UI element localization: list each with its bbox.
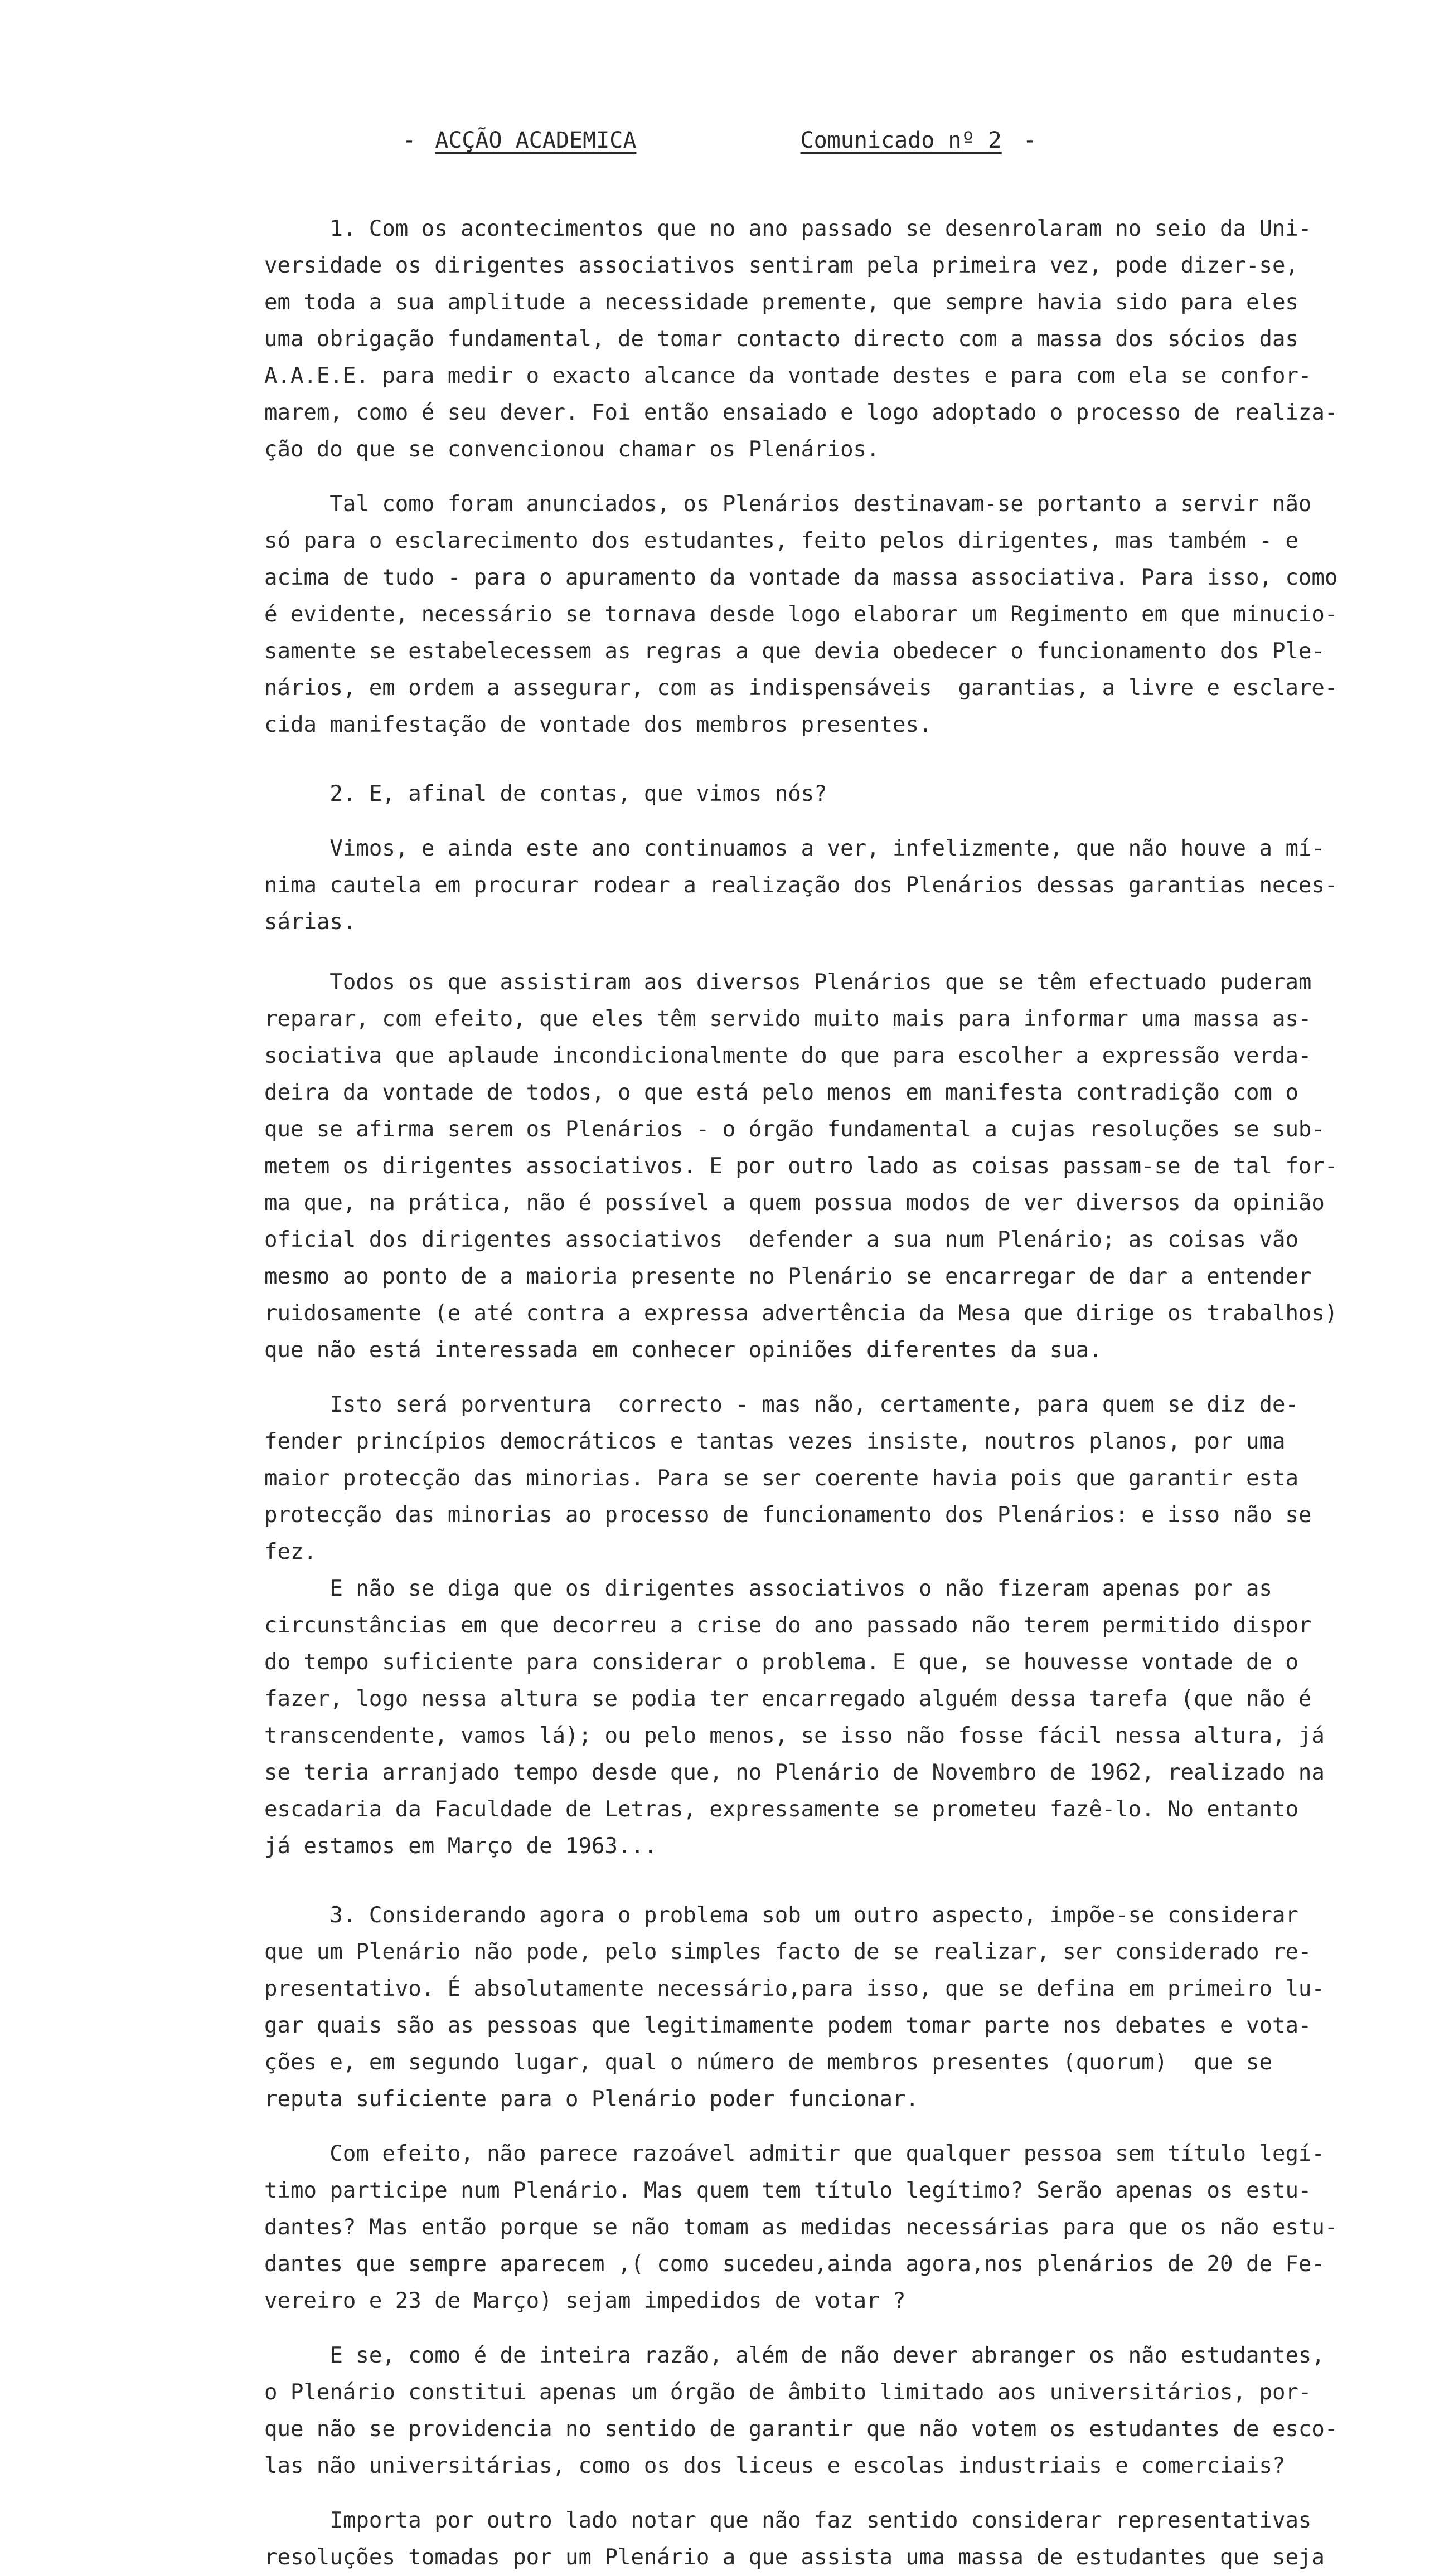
paragraph [264, 1897, 1429, 2118]
paragraph-spacer [264, 2320, 1429, 2337]
text-line: Isto será porventura correcto - mas não, certamente, para quem se diz de- [264, 1392, 1298, 1417]
paragraph-spacer [264, 2485, 1429, 2502]
text-line: Todos os que assistiram aos diversos Plenários que se têm efectuado puderam [264, 970, 1312, 995]
text-line: timo participe num Plenário. Mas quem tem título legítimo? Serão apenas os estu- [264, 2178, 1312, 2203]
text-line: 2. E, afinal de contas, que vimos nós? [264, 781, 827, 806]
paragraph [264, 776, 1429, 813]
text-line: sociativa que aplaude incondicionalmente do que para escolher a expressão verda- [264, 1043, 1312, 1068]
text-line: ção do que se convencionou chamar os Plenários. [264, 437, 880, 462]
text-line: o Plenário constitui apenas um órgão de âmbito limitado aos universitários, por- [264, 2380, 1312, 2405]
paragraph-spacer [264, 941, 1429, 964]
paragraph [264, 830, 1429, 941]
text-line: escadaria da Faculdade de Letras, expressamente se prometeu fazê-lo. No entanto [264, 1797, 1298, 1822]
text-line: sárias. [264, 910, 356, 935]
text-line: Com efeito, não parece razoável admitir que qualquer pessoa sem título legí- [264, 2141, 1325, 2166]
text-line: deira da vontade de todos, o que está pelo menos em manifesta contradição com o [264, 1080, 1298, 1105]
paragraph [264, 2502, 1429, 2576]
text-line: nários, em ordem a assegurar, com as indispensáveis garantias, a livre e esclare- [264, 675, 1338, 701]
header-dash-left: - [403, 128, 416, 153]
text-line: E não se diga que os dirigentes associativos o não fizeram apenas por as [264, 1576, 1272, 1601]
text-line: 3. Considerando agora o problema sob um outro aspecto, impõe-se considerar [264, 1903, 1298, 1928]
text-line: dantes? Mas então porque se não tomam as medidas necessárias para que os não estu- [264, 2215, 1338, 2240]
text-line: que não se providencia no sentido de garantir que não votem os estudantes de esco- [264, 2417, 1338, 2442]
text-line: 1. Com os acontecimentos que no ano passado se desenrolaram no seio da Uni- [264, 216, 1312, 241]
paragraph [264, 486, 1429, 743]
text-line: que não está interessada em conhecer opiniões diferentes da sua. [264, 1338, 1102, 1363]
paragraph-spacer [264, 468, 1429, 486]
text-line: ções e, em segundo lugar, qual o número de membros presentes (quorum) que se [264, 2050, 1272, 2075]
paragraph-spacer [264, 1369, 1429, 1387]
text-line: oficial dos dirigentes associativos defender a sua num Plenário; as coisas vão [264, 1227, 1298, 1252]
text-line: protecção das minorias ao processo de funcionamento dos Plenários: e isso não se [264, 1503, 1312, 1528]
paragraph [264, 1571, 1429, 1865]
text-line: em toda a sua amplitude a necessidade premente, que sempre havia sido para eles [264, 290, 1298, 315]
text-line: transcendente, vamos lá); ou pelo menos, se isso não fosse fácil nessa altura, já [264, 1723, 1325, 1748]
text-line: dantes que sempre aparecem ,( como sucedeu,ainda agora,nos plenários de 20 de Fe- [264, 2252, 1325, 2277]
paragraph [264, 1387, 1429, 1571]
text-line: reparar, com efeito, que eles têm servido muito mais para informar uma massa as- [264, 1007, 1312, 1032]
text-line: las não universitárias, como os dos liceus e escolas industriais e comerciais? [264, 2453, 1286, 2478]
text-line: maior protecção das minorias. Para se ser coerente havia pois que garantir esta [264, 1466, 1298, 1491]
paragraph-spacer [264, 813, 1429, 830]
paragraph-spacer [264, 2118, 1429, 2136]
text-line: já estamos em Março de 1963... [264, 1834, 657, 1859]
text-line: cida manifestação de vontade dos membros presentes. [264, 712, 932, 737]
text-line: presentativo. É absolutamente necessário,para isso, que se defina em primeiro lu- [264, 1976, 1325, 2001]
text-line: se teria arranjado tempo desde que, no Plenário de Novembro de 1962, realizado na [264, 1760, 1325, 1785]
text-line: Vimos, e ainda este ano continuamos a ver, infelizmente, que não houve a mí- [264, 836, 1325, 861]
text-line: metem os dirigentes associativos. E por outro lado as coisas passam-se de tal for- [264, 1154, 1338, 1179]
paragraph-spacer [264, 743, 1429, 776]
text-line: nima cautela em procurar rodear a realização dos Plenários dessas garantias neces- [264, 873, 1338, 898]
text-line: fez. [264, 1539, 317, 1564]
paragraph-spacer [264, 1865, 1429, 1897]
text-line: resoluções tomadas por um Plenário a que assista uma massa de estudantes que seja [264, 2545, 1325, 2570]
text-line: mesmo ao ponto de a maioria presente no Plenário se encarregar de dar a entender [264, 1264, 1312, 1289]
text-line: ruidosamente (e até contra a expressa advertência da Mesa que dirige os trabalhos) [264, 1301, 1338, 1326]
text-line: do tempo suficiente para considerar o problema. E que, se houvesse vontade de o [264, 1650, 1298, 1675]
text-line: é evidente, necessário se tornava desde logo elaborar um Regimento em que minucio- [264, 602, 1338, 627]
text-line: que um Plenário não pode, pelo simples facto de se realizar, ser considerado re- [264, 1940, 1312, 1965]
text-line: E se, como é de inteira razão, além de não dever abranger os não estudantes, [264, 2343, 1325, 2368]
text-line: circunstâncias em que decorreu a crise do ano passado não terem permitido dispor [264, 1613, 1312, 1638]
text-line: uma obrigação fundamental, de tomar contacto directo com a massa dos sócios das [264, 327, 1298, 352]
text-line: ma que, na prática, não é possível a quem possua modos de ver diversos da opinião [264, 1190, 1325, 1216]
text-line: acima de tudo - para o apuramento da vontade da massa associativa. Para isso, como [264, 565, 1338, 590]
document-header [403, 124, 1127, 157]
text-line: reputa suficiente para o Plenário poder funcionar. [264, 2087, 919, 2112]
text-line: que se afirma serem os Plenários - o órgão fundamental a cujas resoluções se sub- [264, 1117, 1325, 1142]
text-line: vereiro e 23 de Março) sejam impedidos de votar ? [264, 2288, 906, 2313]
paragraph [264, 964, 1429, 1369]
header-title: ACÇÃO ACADEMICA [435, 128, 637, 153]
text-line: Importa por outro lado notar que não faz sentido considerar representativas [264, 2508, 1312, 2533]
text-line: A.A.E.E. para medir o exacto alcance da vontade destes e para com ela se confor- [264, 363, 1312, 388]
text-line: fazer, logo nessa altura se podia ter encarregado alguém dessa tarefa (que não é [264, 1686, 1312, 1712]
header-dash-right: - [1022, 128, 1036, 153]
text-line: versidade os dirigentes associativos sentiram pela primeira vez, pode dizer-se, [264, 253, 1298, 278]
text-line: gar quais são as pessoas que legitimamente podem tomar parte nos debates e vota- [264, 2013, 1312, 2038]
text-line: Tal como foram anunciados, os Plenários destinavam-se portanto a servir não [264, 492, 1312, 517]
text-line: fender princípios democráticos e tantas vezes insiste, noutros planos, por uma [264, 1429, 1286, 1454]
paragraph [264, 2136, 1429, 2320]
text-line: só para o esclarecimento dos estudantes, feito pelos dirigentes, mas também - e [264, 528, 1298, 553]
document-body [264, 211, 1429, 2576]
paragraph [264, 211, 1429, 468]
header-communique: Comunicado nº 2 [800, 128, 1002, 153]
paragraph [264, 2337, 1429, 2485]
text-line: marem, como é seu dever. Foi então ensaiado e logo adoptado o processo de realiza- [264, 400, 1338, 425]
text-line: samente se estabelecessem as regras a que devia obedecer o funcionamento dos Ple- [264, 639, 1325, 664]
